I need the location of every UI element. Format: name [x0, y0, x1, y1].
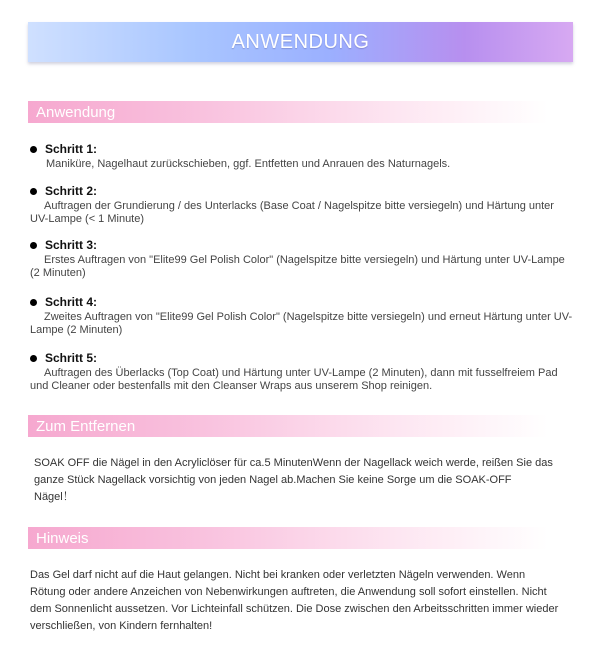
entfernen-paragraph: SOAK OFF die Nägel in den Acryliclöser für ca.5 MinutenWenn der Nagellack weich werde, reißen Sie das ganze Stück Nagellack vorsichtig von jeden Nagel ab.Machen Sie keine Sorge um die SOAK-OFF Nägel！	[34, 457, 553, 503]
banner-title: ANWENDUNG	[231, 30, 370, 53]
step-text: Zweites Auftragen von "Elite99 Gel Polish Color" (Nagelspitze bitte versiegeln) und erneut Härtung unter UV-Lampe (2 Minuten)	[30, 311, 573, 336]
step-item-5	[30, 351, 575, 393]
bullet-icon	[30, 355, 37, 362]
section-header-anwendung	[28, 101, 548, 123]
section-title-anwendung: Anwendung	[36, 103, 116, 121]
step-title: Schritt 4:	[45, 295, 98, 309]
section-title-hinweis: Hinweis	[36, 529, 89, 547]
bullet-icon	[30, 299, 37, 306]
step-item-4	[30, 295, 575, 337]
section-header-hinweis	[28, 527, 548, 549]
step-title: Schritt 5:	[45, 351, 98, 365]
bullet-icon	[30, 242, 37, 249]
hinweis-paragraph: Das Gel darf nicht auf die Haut gelangen. Nicht bei kranken oder verletzten Nägeln verwenden. Wenn Rötung oder andere Anzeichen von Nebenwirkungen auftreten, die Anwendung soll sofort einstellen. Nicht dem Sonnenlicht aussetzen. Vor Lichteinfall schützen. Die Dose zwischen den Arbeitsschritten immer wieder verschließen, von Kindern fernhalten!	[30, 569, 559, 632]
step-item-1	[30, 142, 575, 171]
step-text: Maniküre, Nagelhaut zurückschieben, ggf. Entfetten und Anrauen des Naturnagels.	[46, 158, 451, 170]
step-item-2	[30, 184, 575, 226]
header-banner	[28, 22, 573, 62]
step-text: Erstes Auftragen von "Elite99 Gel Polish Color" (Nagelspitze bitte versiegeln) und Härtung unter UV-Lampe (2 Minuten)	[30, 254, 565, 279]
bullet-icon	[30, 146, 37, 153]
step-title: Schritt 2:	[45, 184, 98, 198]
bullet-icon	[30, 188, 37, 195]
step-text: Auftragen der Grundierung / des Unterlacks (Base Coat / Nagelspitze bitte versiegeln) und Härtung unter UV-Lampe (< 1 Minute)	[30, 200, 554, 225]
step-text: Auftragen des Überlacks (Top Coat) und Härtung unter UV-Lampe (2 Minuten), dann mit fusselfreiem Pad und Cleaner oder bestenfalls mit den Cleanser Wraps aus unserem Shop reinigen.	[30, 367, 558, 392]
step-title: Schritt 1:	[45, 142, 98, 156]
section-header-entfernen	[28, 415, 548, 437]
section-title-entfernen: Zum Entfernen	[36, 417, 136, 435]
step-title: Schritt 3:	[45, 238, 98, 252]
step-item-3	[30, 238, 575, 280]
